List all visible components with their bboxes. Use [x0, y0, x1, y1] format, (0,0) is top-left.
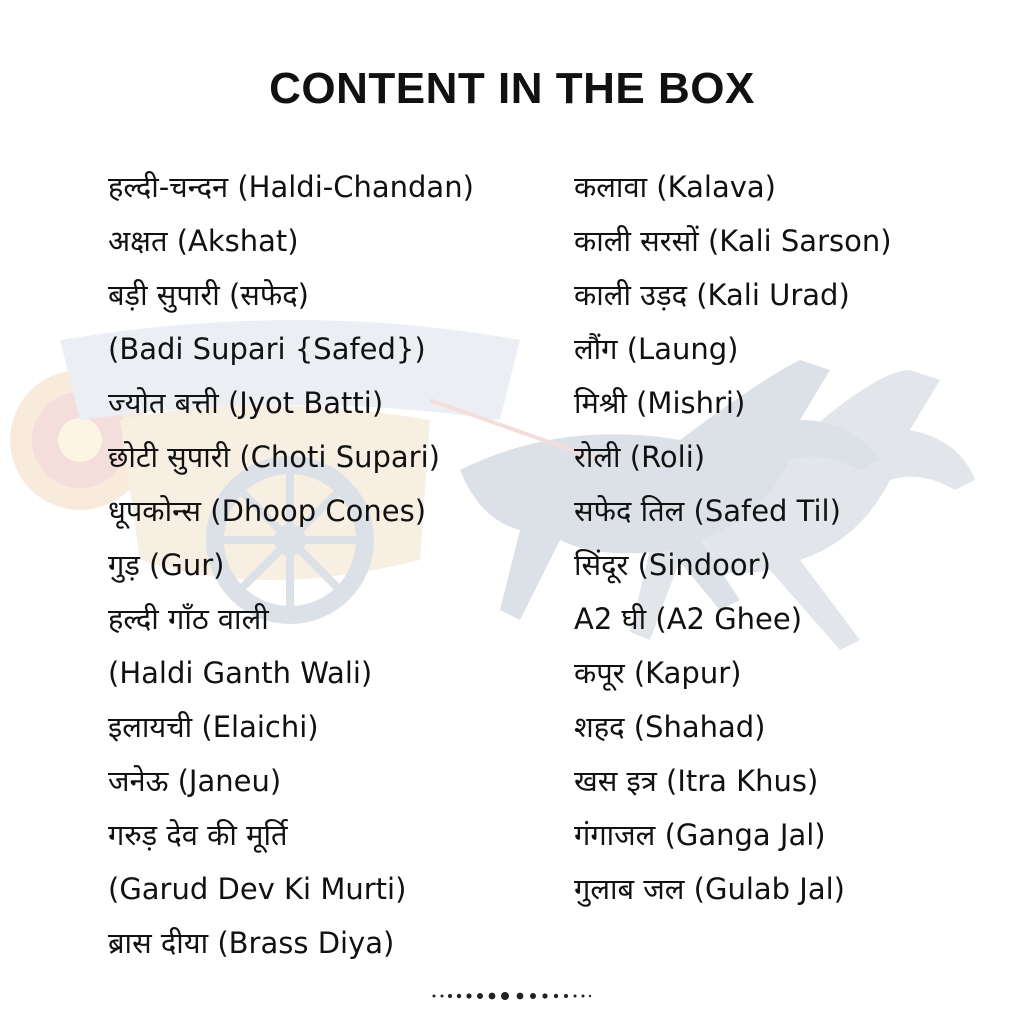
list-item: हल्दी-चन्दन (Haldi-Chandan)	[108, 170, 474, 204]
list-item: (Garud Dev Ki Murti)	[108, 872, 407, 906]
list-item: गरुड़ देव की मूर्ति	[108, 818, 288, 852]
list-item: ज्योत बत्ती (Jyot Batti)	[108, 386, 384, 420]
list-item: काली सरसों (Kali Sarson)	[574, 224, 892, 258]
list-item: बड़ी सुपारी (सफेद)	[108, 278, 309, 312]
list-item: कपूर (Kapur)	[574, 656, 742, 690]
list-item: कलावा (Kalava)	[574, 170, 776, 204]
list-item: छोटी सुपारी (Choti Supari)	[108, 440, 440, 474]
list-item: A2 घी (A2 Ghee)	[574, 602, 803, 636]
list-item: खस इत्र (Itra Khus)	[574, 764, 819, 798]
list-item: मिश्री (Mishri)	[574, 386, 746, 420]
list-item: शहद (Shahad)	[574, 710, 766, 744]
list-item: जनेऊ (Janeu)	[108, 764, 282, 798]
page-title: CONTENT IN THE BOX	[269, 64, 755, 113]
list-item: हल्दी गाँठ वाली	[108, 602, 269, 636]
list-item: लौंग (Laung)	[574, 332, 739, 366]
list-item: ब्रास दीया (Brass Diya)	[108, 926, 395, 960]
contents-list-left	[108, 160, 474, 970]
pagination-dots	[0, 986, 1024, 1006]
list-item: गुड़ (Gur)	[108, 548, 225, 582]
list-item: रोली (Roli)	[574, 440, 706, 474]
list-item: गुलाब जल (Gulab Jal)	[574, 872, 845, 906]
list-item: सिंदूर (Sindoor)	[574, 548, 771, 582]
list-item: (Badi Supari {Safed})	[108, 332, 426, 366]
list-item: इलायची (Elaichi)	[108, 710, 319, 744]
list-item: धूपकोन्स (Dhoop Cones)	[108, 494, 427, 528]
list-item: गंगाजल (Ganga Jal)	[574, 818, 826, 852]
contents-list-right	[574, 160, 892, 916]
list-item: काली उड़द (Kali Urad)	[574, 278, 850, 312]
list-item: अक्षत (Akshat)	[108, 224, 299, 258]
list-item: (Haldi Ganth Wali)	[108, 656, 373, 690]
list-item: सफेद तिल (Safed Til)	[574, 494, 841, 528]
